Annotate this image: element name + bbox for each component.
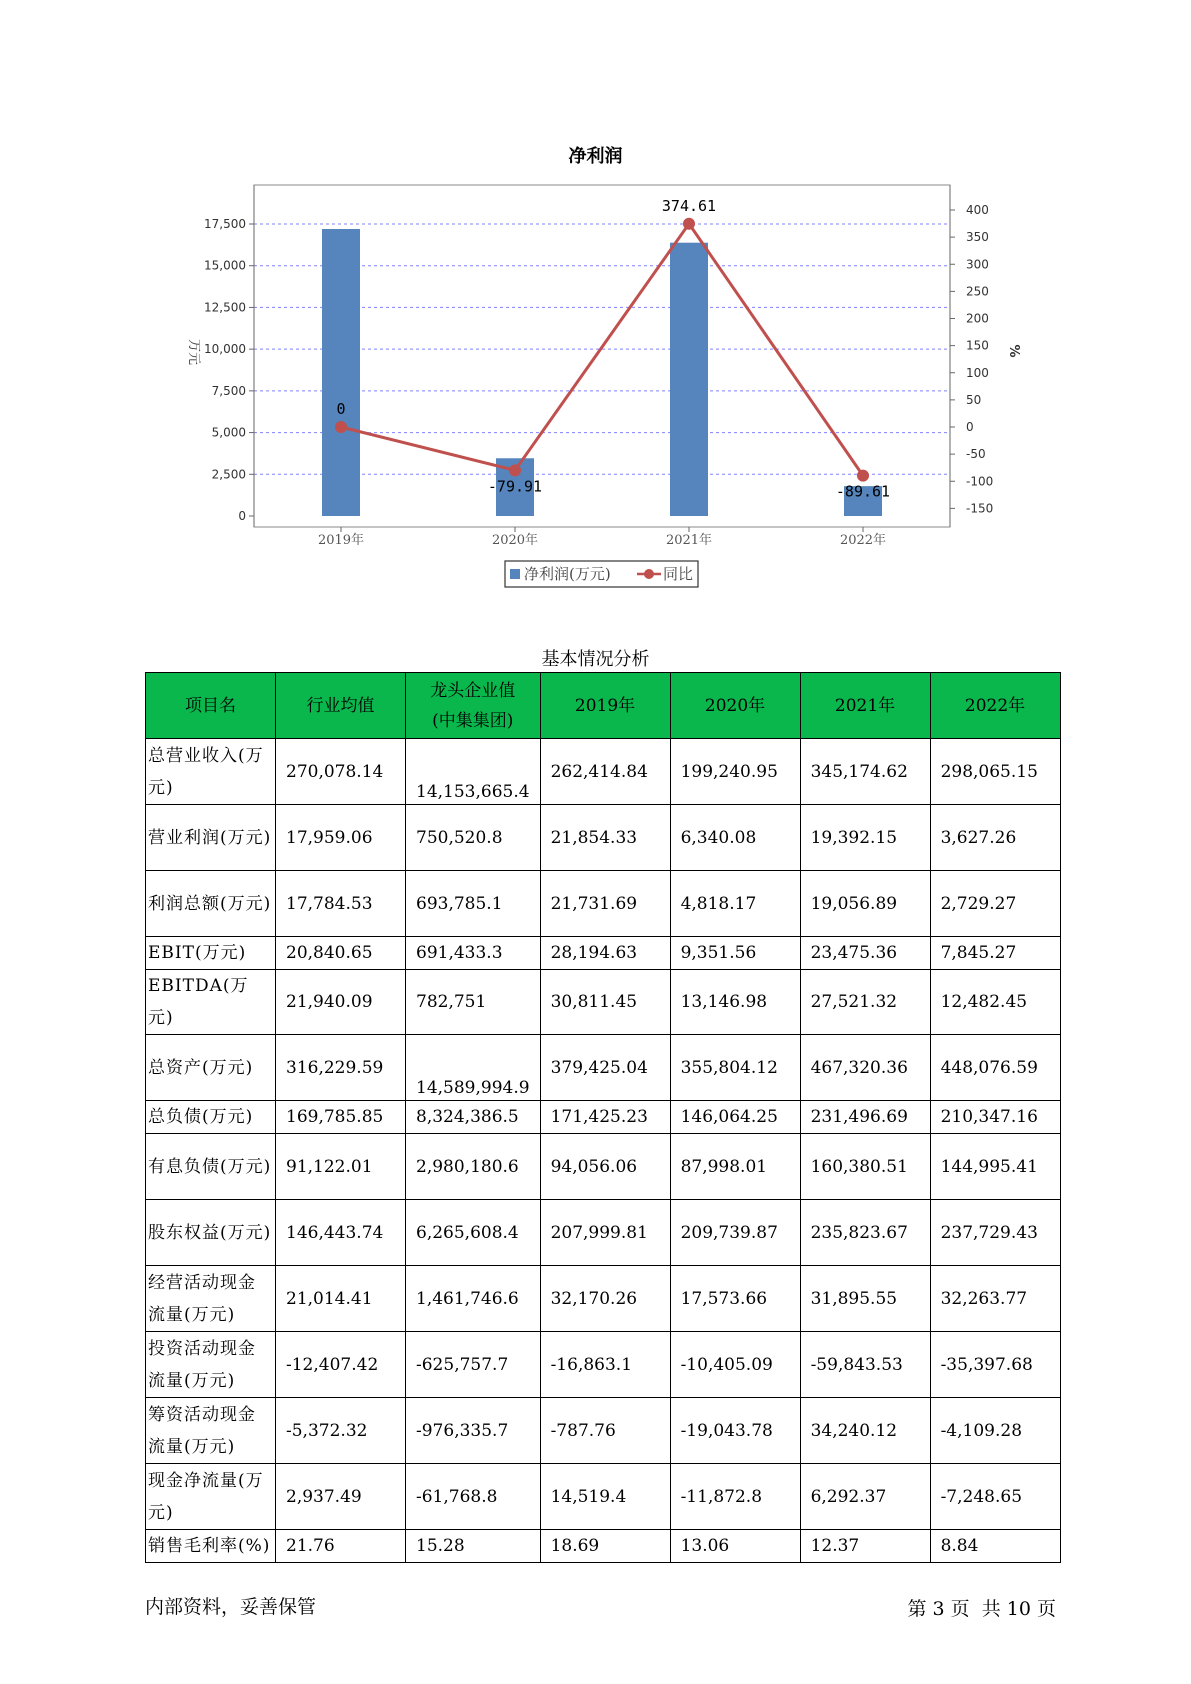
- left-tick-label: 5,000: [211, 425, 246, 440]
- table-cell: -5,372.32: [276, 1398, 406, 1464]
- table-cell: 144,995.41: [930, 1134, 1060, 1200]
- table-cell: 12,482.45: [930, 970, 1060, 1035]
- left-tick-label: 10,000: [204, 342, 246, 357]
- row-label-cell: 总营业收入(万元): [146, 739, 276, 805]
- left-axis-ticks: [204, 217, 254, 523]
- chart-title: 净利润: [568, 146, 623, 167]
- yoy-data-label: -79.91: [487, 477, 543, 496]
- table-cell: 448,076.59: [930, 1035, 1060, 1101]
- table-cell: 94,056.06: [540, 1134, 670, 1200]
- table-cell: 4,818.17: [670, 871, 800, 937]
- row-label-cell: EBITDA(万元): [146, 970, 276, 1035]
- table-cell: 30,811.45: [540, 970, 670, 1035]
- table-cell: 750,520.8: [406, 805, 541, 871]
- y-axis-left-label: 万元: [186, 338, 201, 366]
- table-cell: -11,872.8: [670, 1464, 800, 1530]
- table-row: [146, 739, 1061, 805]
- table-cell: -12,407.42: [276, 1332, 406, 1398]
- bar-series: [322, 229, 882, 516]
- right-tick-label: 100: [966, 365, 989, 380]
- legend-bar-swatch: [510, 569, 520, 579]
- table-cell: 21,731.69: [540, 871, 670, 937]
- row-label-cell: 总资产(万元): [146, 1035, 276, 1101]
- table-cell: 316,229.59: [276, 1035, 406, 1101]
- table-cell: 20,840.65: [276, 937, 406, 970]
- basic-analysis-table: [145, 672, 1061, 1563]
- table-cell: 21,854.33: [540, 805, 670, 871]
- table-row: [146, 871, 1061, 937]
- table-cell: -976,335.7: [406, 1398, 541, 1464]
- table-cell: -787.76: [540, 1398, 670, 1464]
- table-cell: -59,843.53: [800, 1332, 930, 1398]
- table-cell: 1,461,746.6: [406, 1266, 541, 1332]
- table-cell: 6,340.08: [670, 805, 800, 871]
- y-axis-right-label: %: [1006, 344, 1021, 358]
- table-cell: 270,078.14: [276, 739, 406, 805]
- table-cell: 14,519.4: [540, 1464, 670, 1530]
- table-row: [146, 937, 1061, 970]
- left-tick-label: 0: [238, 509, 246, 523]
- right-tick-label: -100: [966, 474, 994, 489]
- yoy-data-label: -89.61: [835, 482, 891, 501]
- table-cell: 210,347.16: [930, 1101, 1060, 1134]
- table-cell: 693,785.1: [406, 871, 541, 937]
- yoy-point: [683, 218, 695, 230]
- table-cell: 207,999.81: [540, 1200, 670, 1266]
- row-label-cell: EBIT(万元): [146, 937, 276, 970]
- table-cell: -10,405.09: [670, 1332, 800, 1398]
- right-tick-label: 0: [966, 420, 974, 434]
- table-cell: 19,056.89: [800, 871, 930, 937]
- header-cell: 龙头企业值 (中集集团): [406, 673, 541, 739]
- table-caption: 基本情况分析: [541, 649, 650, 670]
- row-label-cell: 投资活动现金流量(万元): [146, 1332, 276, 1398]
- table-cell: 169,785.85: [276, 1101, 406, 1134]
- row-label-cell: 股东权益(万元): [146, 1200, 276, 1266]
- x-tick-label: 2022年: [839, 533, 887, 548]
- left-tick-label: 7,500: [211, 383, 246, 398]
- table-cell: -7,248.65: [930, 1464, 1060, 1530]
- table-cell: 160,380.51: [800, 1134, 930, 1200]
- table-row: [146, 970, 1061, 1035]
- x-tick-label: 2021年: [665, 533, 713, 548]
- yoy-point: [509, 464, 521, 476]
- table-row: [146, 1035, 1061, 1101]
- left-tick-label: 15,000: [204, 258, 246, 273]
- yoy-point: [857, 470, 869, 482]
- table-cell: 8,324,386.5: [406, 1101, 541, 1134]
- table-cell: 8.84: [930, 1530, 1060, 1563]
- x-tick-label: 2019年: [317, 533, 365, 548]
- table-cell: 235,823.67: [800, 1200, 930, 1266]
- table-cell: 782,751: [406, 970, 541, 1035]
- table-cell: 355,804.12: [670, 1035, 800, 1101]
- row-label-cell: 经营活动现金流量(万元): [146, 1266, 276, 1332]
- table-cell: -61,768.8: [406, 1464, 541, 1530]
- right-tick-label: -50: [966, 447, 986, 462]
- table-row: [146, 1464, 1061, 1530]
- left-tick-label: 17,500: [204, 217, 246, 231]
- header-cell: 2019年: [540, 673, 670, 739]
- bar-2021年: [670, 243, 708, 516]
- yoy-data-label: 0: [336, 400, 346, 418]
- table-cell: 6,265,608.4: [406, 1200, 541, 1266]
- table-row: [146, 1398, 1061, 1464]
- table-cell: 6,292.37: [800, 1464, 930, 1530]
- header-cell: 项目名: [146, 673, 276, 739]
- table-cell: 32,263.77: [930, 1266, 1060, 1332]
- table-cell: 18.69: [540, 1530, 670, 1563]
- table-cell: 146,443.74: [276, 1200, 406, 1266]
- table-row: [146, 1101, 1061, 1134]
- table-cell: 32,170.26: [540, 1266, 670, 1332]
- table-cell: 146,064.25: [670, 1101, 800, 1134]
- legend-bar-label: 净利润(万元): [524, 565, 611, 583]
- row-label-cell: 筹资活动现金流量(万元): [146, 1398, 276, 1464]
- table-cell: 91,122.01: [276, 1134, 406, 1200]
- net-profit-chart: [0, 0, 1191, 600]
- yoy-line: [341, 224, 863, 476]
- table-cell: 345,174.62: [800, 739, 930, 805]
- header-cell: 2021年: [800, 673, 930, 739]
- row-label-cell: 现金净流量(万元): [146, 1464, 276, 1530]
- table-cell: -35,397.68: [930, 1332, 1060, 1398]
- right-tick-label: 250: [966, 284, 989, 299]
- table-cell: 3,627.26: [930, 805, 1060, 871]
- table-header-row: [146, 673, 1061, 739]
- table-cell: -625,757.7: [406, 1332, 541, 1398]
- table-cell: 2,980,180.6: [406, 1134, 541, 1200]
- table-cell: 21,014.41: [276, 1266, 406, 1332]
- right-tick-label: -150: [966, 501, 994, 516]
- chart-legend: [505, 561, 698, 587]
- header-cell: 行业均值: [276, 673, 406, 739]
- footer-confidential-note: 内部资料，妥善保管: [145, 1596, 317, 1618]
- table-row: [146, 1332, 1061, 1398]
- row-label-cell: 销售毛利率(%): [146, 1530, 276, 1563]
- table-cell: 298,065.15: [930, 739, 1060, 805]
- yoy-point: [335, 421, 347, 433]
- header-cell: 2020年: [670, 673, 800, 739]
- table-cell: 231,496.69: [800, 1101, 930, 1134]
- x-axis-labels: [318, 527, 886, 548]
- yoy-data-label: 374.61: [661, 196, 717, 215]
- table-cell: 171,425.23: [540, 1101, 670, 1134]
- legend-line-label: 同比: [663, 565, 694, 583]
- row-label-cell: 总负债(万元): [146, 1101, 276, 1134]
- table-row: [146, 805, 1061, 871]
- right-tick-label: 300: [966, 257, 989, 272]
- left-tick-label: 2,500: [211, 467, 246, 482]
- table-row: [146, 1266, 1061, 1332]
- right-axis-ticks: [950, 203, 993, 515]
- x-tick-label: 2020年: [491, 533, 539, 548]
- table-cell: -19,043.78: [670, 1398, 800, 1464]
- table-cell: 34,240.12: [800, 1398, 930, 1464]
- table-cell: 199,240.95: [670, 739, 800, 805]
- table-cell: 21.76: [276, 1530, 406, 1563]
- right-tick-label: 400: [966, 203, 989, 217]
- table-cell: 7,845.27: [930, 937, 1060, 970]
- left-tick-label: 12,500: [204, 300, 246, 315]
- table-cell: -16,863.1: [540, 1332, 670, 1398]
- table-cell: 17,573.66: [670, 1266, 800, 1332]
- table-cell: 14,153,665.4: [406, 739, 541, 805]
- table-cell: 23,475.36: [800, 937, 930, 970]
- table-row: [146, 1200, 1061, 1266]
- table-cell: 379,425.04: [540, 1035, 670, 1101]
- table-cell: 17,959.06: [276, 805, 406, 871]
- footer-page-number: 第 3 页 共 10 页: [907, 1598, 1056, 1620]
- table-row: [146, 1530, 1061, 1563]
- table-row: [146, 1134, 1061, 1200]
- table-cell: 19,392.15: [800, 805, 930, 871]
- table-cell: 14,589,994.9: [406, 1035, 541, 1101]
- table-cell: 15.28: [406, 1530, 541, 1563]
- right-tick-label: 200: [966, 311, 989, 326]
- table-body: [146, 739, 1061, 1563]
- table-cell: 27,521.32: [800, 970, 930, 1035]
- right-tick-label: 350: [966, 230, 989, 245]
- table-cell: -4,109.28: [930, 1398, 1060, 1464]
- table-header: [146, 673, 1061, 739]
- table-cell: 31,895.55: [800, 1266, 930, 1332]
- table-cell: 209,739.87: [670, 1200, 800, 1266]
- table-cell: 467,320.36: [800, 1035, 930, 1101]
- table-cell: 13.06: [670, 1530, 800, 1563]
- table-cell: 28,194.63: [540, 937, 670, 970]
- table-cell: 237,729.43: [930, 1200, 1060, 1266]
- right-tick-label: 150: [966, 338, 989, 353]
- table-cell: 12.37: [800, 1530, 930, 1563]
- table-cell: 87,998.01: [670, 1134, 800, 1200]
- right-tick-label: 50: [966, 392, 982, 407]
- table-cell: 2,937.49: [276, 1464, 406, 1530]
- row-label-cell: 有息负债(万元): [146, 1134, 276, 1200]
- row-label-cell: 利润总额(万元): [146, 871, 276, 937]
- table-cell: 17,784.53: [276, 871, 406, 937]
- table-cell: 2,729.27: [930, 871, 1060, 937]
- table-cell: 9,351.56: [670, 937, 800, 970]
- table-cell: 262,414.84: [540, 739, 670, 805]
- bar-2019年: [322, 229, 360, 516]
- table-cell: 13,146.98: [670, 970, 800, 1035]
- legend-line-marker: [644, 569, 654, 579]
- table-cell: 21,940.09: [276, 970, 406, 1035]
- row-label-cell: 营业利润(万元): [146, 805, 276, 871]
- header-cell: 2022年: [930, 673, 1060, 739]
- table-cell: 691,433.3: [406, 937, 541, 970]
